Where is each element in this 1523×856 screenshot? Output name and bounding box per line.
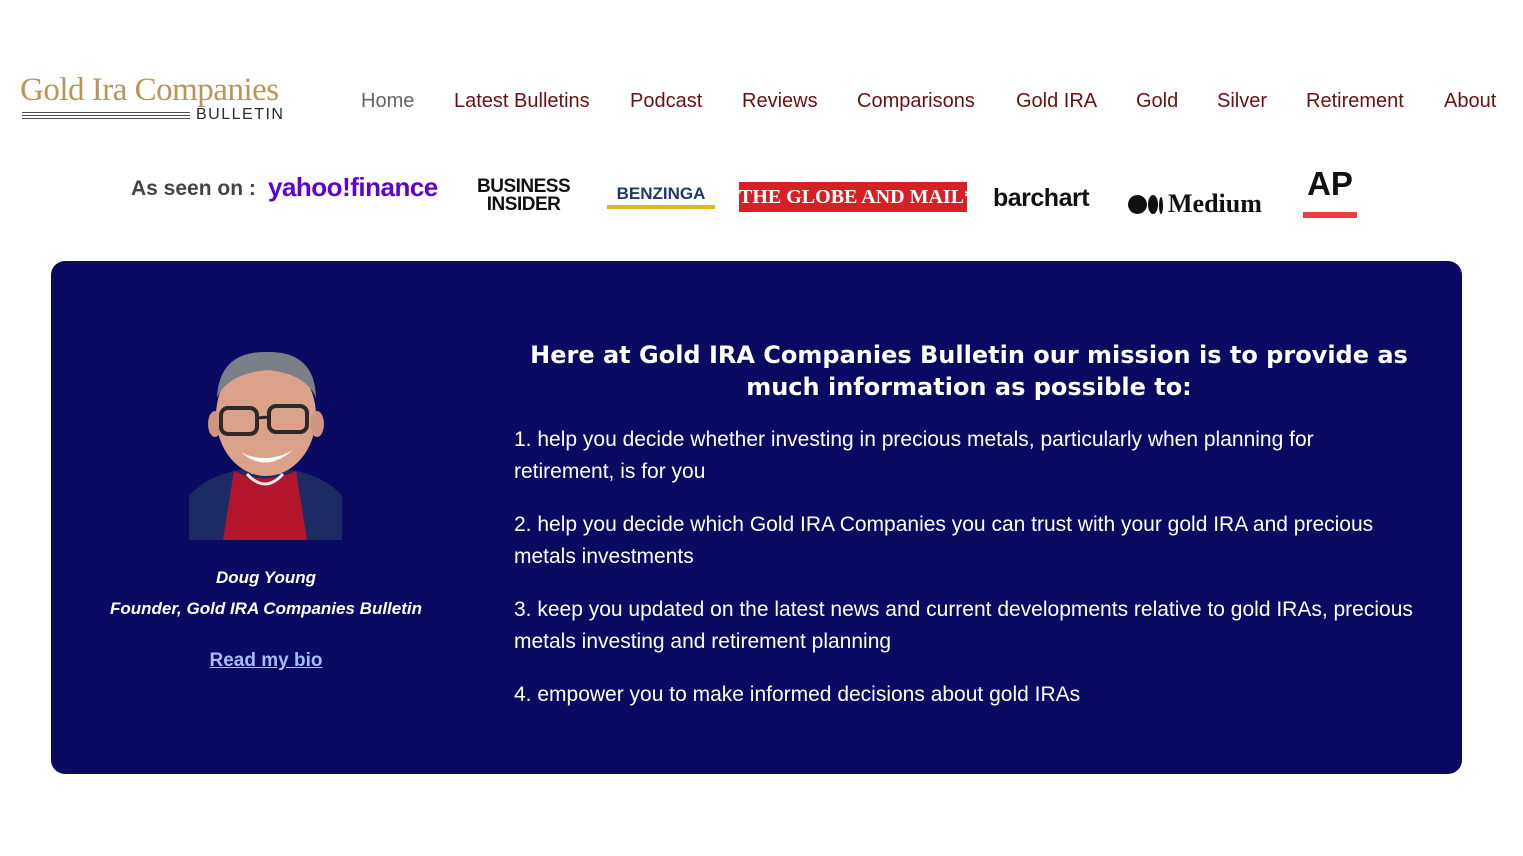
read-bio-link[interactable]: Read my bio bbox=[209, 650, 323, 671]
nav-gold-ira[interactable]: Gold IRA bbox=[1016, 90, 1098, 112]
nav-retirement[interactable]: Retirement bbox=[1306, 90, 1404, 112]
ap-wordmark: AP bbox=[1307, 165, 1353, 202]
mission-item: 3. keep you updated on the latest news and current developments relative to gold IRAs, precious metals investing and retirement planning bbox=[514, 598, 1413, 653]
main-nav bbox=[0, 90, 1523, 118]
barchart-logo: barchart bbox=[993, 184, 1090, 212]
yahoo-finance-logo: yahoo!finance bbox=[268, 172, 438, 202]
nav-latest-bulletins[interactable]: Latest Bulletins bbox=[454, 90, 590, 112]
mission-item: 1. help you decide whether investing in precious metals, particularly when planning for retirement, is for you bbox=[514, 428, 1314, 483]
globe-and-mail-logo: THE GLOBE AND MAIL* bbox=[739, 182, 967, 212]
business-insider-line2: INSIDER bbox=[486, 194, 561, 215]
logo-subtitle: BULLETIN bbox=[196, 106, 285, 123]
founder-photo bbox=[189, 346, 342, 540]
ap-red-bar bbox=[1303, 212, 1357, 218]
founder-name: Doug Young bbox=[215, 568, 317, 587]
nav-gold[interactable]: Gold bbox=[1136, 90, 1179, 112]
logo-wordmark: Gold Ira Companies bbox=[20, 72, 279, 108]
business-insider-line1: BUSINESS bbox=[477, 176, 571, 197]
mission-heading: Here at Gold IRA Companies Bulletin our mission is to provide as much information as possible to: bbox=[530, 341, 1408, 401]
mission-item: 2. help you decide which Gold IRA Companies you can trust with your gold IRA and precious metals investments bbox=[514, 513, 1374, 568]
business-insider-logo bbox=[477, 178, 570, 214]
nav-reviews[interactable]: Reviews bbox=[742, 90, 818, 112]
nav-about[interactable]: About bbox=[1444, 90, 1497, 112]
nav-podcast[interactable]: Podcast bbox=[630, 90, 703, 112]
nav-comparisons[interactable]: Comparisons bbox=[857, 90, 975, 112]
nav-silver[interactable]: Silver bbox=[1217, 90, 1268, 112]
mission-item: 4. empower you to make informed decisions about gold IRAs bbox=[514, 683, 1081, 706]
medium-dots-icon bbox=[1128, 191, 1164, 221]
founder-title: Founder, Gold IRA Companies Bulletin bbox=[110, 599, 422, 618]
medium-logo bbox=[1128, 189, 1262, 221]
mission-list bbox=[514, 424, 1414, 732]
mission-panel bbox=[51, 261, 1462, 774]
benzinga-logo: BENZINGA bbox=[607, 183, 715, 209]
ap-logo bbox=[1303, 166, 1357, 218]
medium-wordmark: Medium bbox=[1168, 189, 1262, 218]
nav-home[interactable]: Home bbox=[361, 90, 415, 112]
as-seen-on-label: As seen on : bbox=[131, 177, 256, 200]
